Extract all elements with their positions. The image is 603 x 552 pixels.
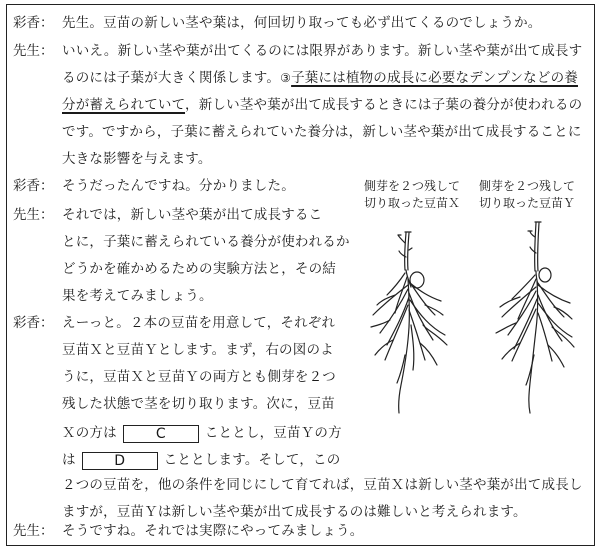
dialogue-line: ますが，豆苗Ｙは新しい茎や葉が出て成長するのは難しいと考えられます。 (62, 504, 527, 520)
dialogue-line: どうかを確かめるための実験方法と，その結 (62, 261, 336, 277)
dialogue-line: ２つの豆苗を，他の条件を同じにして育てれば，豆苗Ｘは新しい茎や葉が出て成長し (62, 477, 583, 493)
dialogue-line: 先生。豆苗の新しい茎や葉は，何回切り取っても必ず出てくるのでしょうか。 (62, 15, 542, 31)
dialogue-line: とに，子葉に蓄えられている養分が使われるか (62, 234, 350, 250)
figure-caption-x: 切り取った豆苗Ｘ (364, 196, 461, 210)
dialogue-line: 残した状態で茎を切り取ります。次に，豆苗 (62, 396, 335, 412)
underlined-text: 子葉には植物の成長に必要なデンプンなどの養 (291, 70, 578, 86)
underline-marker: ③ (280, 71, 292, 85)
dialogue-text: こととし，豆苗Ｙの方 (204, 425, 342, 441)
dialogue-line: えーっと。２本の豆苗を用意して，それぞれ (62, 315, 336, 331)
dialogue-text: ，新しい茎や葉が出て成長するときには子葉の養分が使われるの (185, 97, 583, 113)
underlined-text: 分が蓄えられていて (62, 97, 186, 113)
dialogue-line: 大きな影響を与えます。 (62, 151, 212, 167)
answer-box-d[interactable]: D (82, 452, 158, 470)
figure-caption-x: 側芽を２つ残して (364, 179, 461, 193)
answer-box-c[interactable]: C (123, 425, 199, 443)
dialogue-text: こととします。そして，この (163, 452, 341, 468)
speaker-ayaka: 彩香： (13, 315, 54, 331)
dialogue-line: 豆苗Ｘと豆苗Ｙとします。まず，右の図のよ (62, 342, 334, 358)
speaker-ayaka: 彩香： (13, 15, 54, 31)
dialogue-line: そうですね。それでは実際にやってみましょう。 (62, 523, 364, 539)
dialogue-text: Ｘの方は (62, 425, 117, 441)
dialogue-line (62, 69, 578, 87)
figure-caption-y: 側芽を２つ残して (479, 179, 576, 193)
speaker-teacher: 先生： (13, 207, 54, 223)
dialogue-line: そうだったんですね。分かりました。 (62, 178, 295, 194)
sprout-y-illustration (490, 215, 580, 420)
dialogue-line: うに，豆苗Ｘと豆苗Ｙの両方とも側芽を２つ (62, 369, 336, 385)
figure-caption-y: 切り取った豆苗Ｙ (479, 196, 576, 210)
dialogue-line: 果を考えてみましょう。 (62, 288, 213, 304)
dialogue-line: です。ですから，子葉に蓄えられていた養分は，新しい茎や葉が出て成長することに (62, 124, 582, 140)
speaker-teacher: 先生： (13, 523, 54, 539)
dialogue-line: それでは，新しい茎や葉が出て成長するこ (62, 207, 323, 223)
dialogue-text: は (62, 452, 76, 468)
dialogue-line: いいえ。新しい茎や葉が出てくるのには限界があります。新しい茎や葉が出て成長す (62, 43, 583, 59)
speaker-teacher: 先生： (13, 43, 54, 59)
dialogue-line (62, 96, 582, 114)
speaker-ayaka: 彩香： (13, 178, 54, 194)
dialogue-text: るのには子葉が大きく関係します。 (62, 70, 281, 86)
sprout-x-illustration (365, 215, 455, 420)
